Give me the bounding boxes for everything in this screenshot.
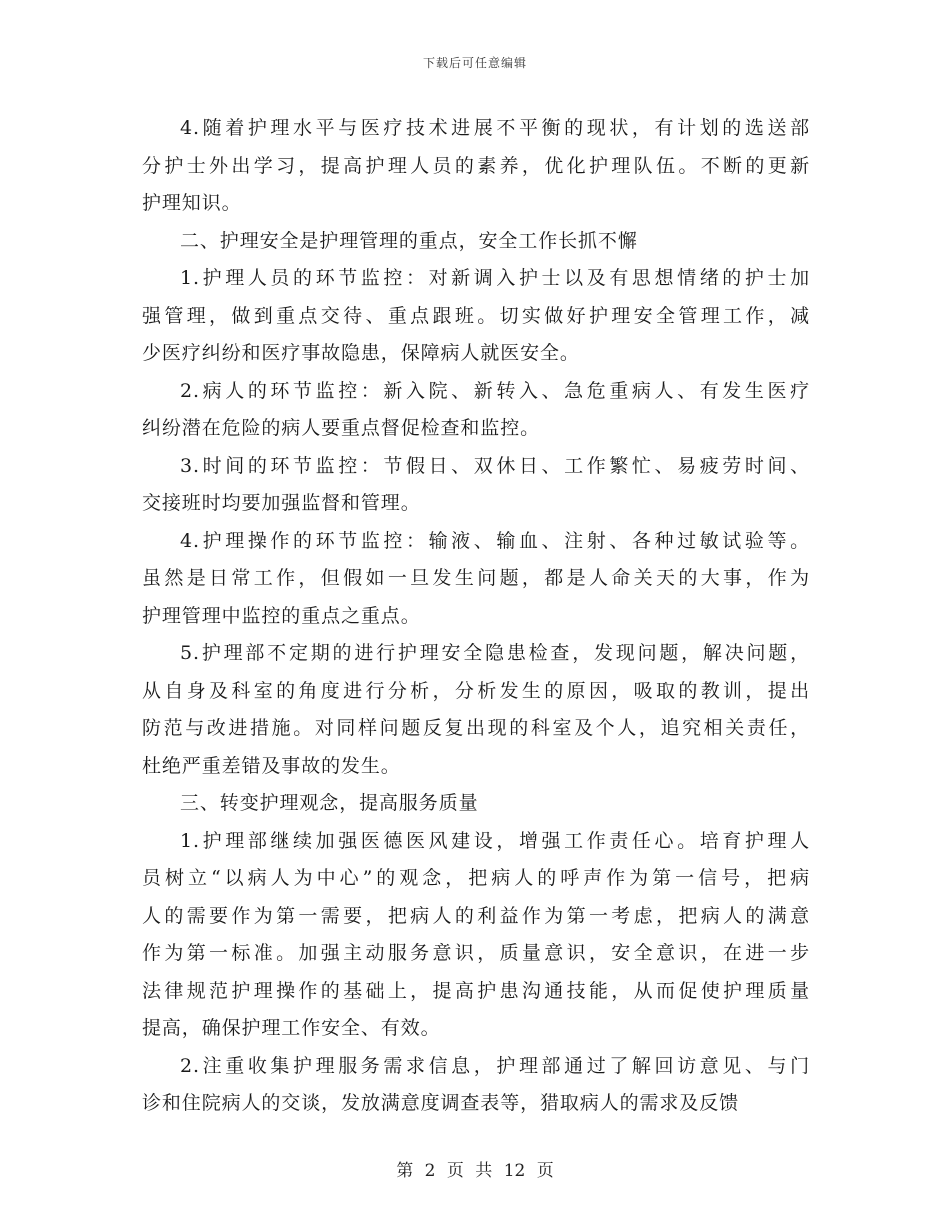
paragraph-line: 交接班时均要加强监督和管理。	[142, 492, 421, 514]
paragraph-line: 法律规范护理操作的基础上，提高护患沟通技能，从而促使护理质量	[142, 979, 810, 1002]
paragraph	[142, 223, 810, 261]
paragraph-line: 4.护理操作的环节监控：输液、输血、注射、各种过敏试验等。	[180, 529, 810, 552]
paragraph-line: 护理知识。	[142, 192, 242, 214]
page-header: 下载后可任意编辑	[422, 56, 527, 70]
paragraph	[142, 373, 810, 448]
page-number-footer: 第 2 页 共 12 页	[396, 1161, 554, 1181]
document-body	[142, 110, 810, 1123]
paragraph-line: 人的需要作为第一需要，把病人的利益作为第一考虑，把病人的满意	[142, 904, 810, 927]
paragraph-line: 护理管理中监控的重点之重点。	[142, 604, 421, 627]
paragraph-line: 虽然是日常工作，但假如一旦发生问题，都是人命关天的大事，作为	[142, 567, 810, 589]
paragraph-line: 分护士外出学习，提高护理人员的素养，优化护理队伍。不断的更新	[142, 154, 810, 177]
paragraph	[142, 635, 810, 785]
paragraph	[142, 785, 810, 823]
paragraph-line: 纠纷潜在危险的病人要重点督促检查和监控。	[142, 417, 541, 439]
paragraph-line: 诊和住院病人的交谈，发放满意度调查表等，猎取病人的需求及反馈	[142, 1092, 740, 1114]
paragraph	[142, 110, 810, 223]
paragraph-line: 4.随着护理水平与医疗技术进展不平衡的现状，有计划的选送部	[180, 117, 810, 139]
paragraph-line: 3.时间的环节监控：节假日、双休日、工作繁忙、易疲劳时间、	[180, 454, 810, 477]
paragraph-line: 作为第一标准。加强主动服务意识，质量意识，安全意识，在进一步	[142, 942, 810, 964]
paragraph	[142, 523, 810, 636]
paragraph	[142, 1048, 810, 1123]
paragraph-line: 5.护理部不定期的进行护理安全隐患检查，发现问题，解决问题，	[180, 642, 810, 664]
paragraph-line: 三、转变护理观念，提高服务质量	[180, 792, 479, 814]
paragraph-line: 从自身及科室的角度进行分析，分析发生的原因，吸取的教训，提出	[142, 679, 810, 702]
paragraph-line: 1.护理部继续加强医德医风建设，增强工作责任心。培育护理人	[180, 829, 810, 852]
paragraph-line: 强管理，做到重点交待、重点跟班。切实做好护理安全管理工作，减	[142, 304, 810, 327]
paragraph-line: 二、护理安全是护理管理的重点，安全工作长抓不懈	[180, 229, 638, 252]
paragraph	[142, 260, 810, 373]
paragraph-line: 防范与改进措施。对同样问题反复出现的科室及个人，追究相关责任，	[142, 717, 810, 739]
paragraph-line: 1.护理人员的环节监控：对新调入护士以及有思想情绪的护士加	[180, 267, 810, 289]
paragraph-line: 2.病人的环节监控：新入院、新转入、急危重病人、有发生医疗	[180, 379, 810, 402]
paragraph-line: 杜绝严重差错及事故的发生。	[142, 754, 401, 777]
paragraph-line: 员树立“以病人为中心”的观念，把病人的呼声作为第一信号，把病	[142, 867, 810, 889]
paragraph	[142, 448, 810, 523]
paragraph-line: 提高，确保护理工作安全、有效。	[142, 1017, 441, 1039]
paragraph-line: 少医疗纠纷和医疗事故隐患，保障病人就医安全。	[142, 342, 580, 364]
paragraph-line: 2.注重收集护理服务需求信息，护理部通过了解回访意见、与门	[180, 1054, 810, 1077]
paragraph	[142, 823, 810, 1048]
